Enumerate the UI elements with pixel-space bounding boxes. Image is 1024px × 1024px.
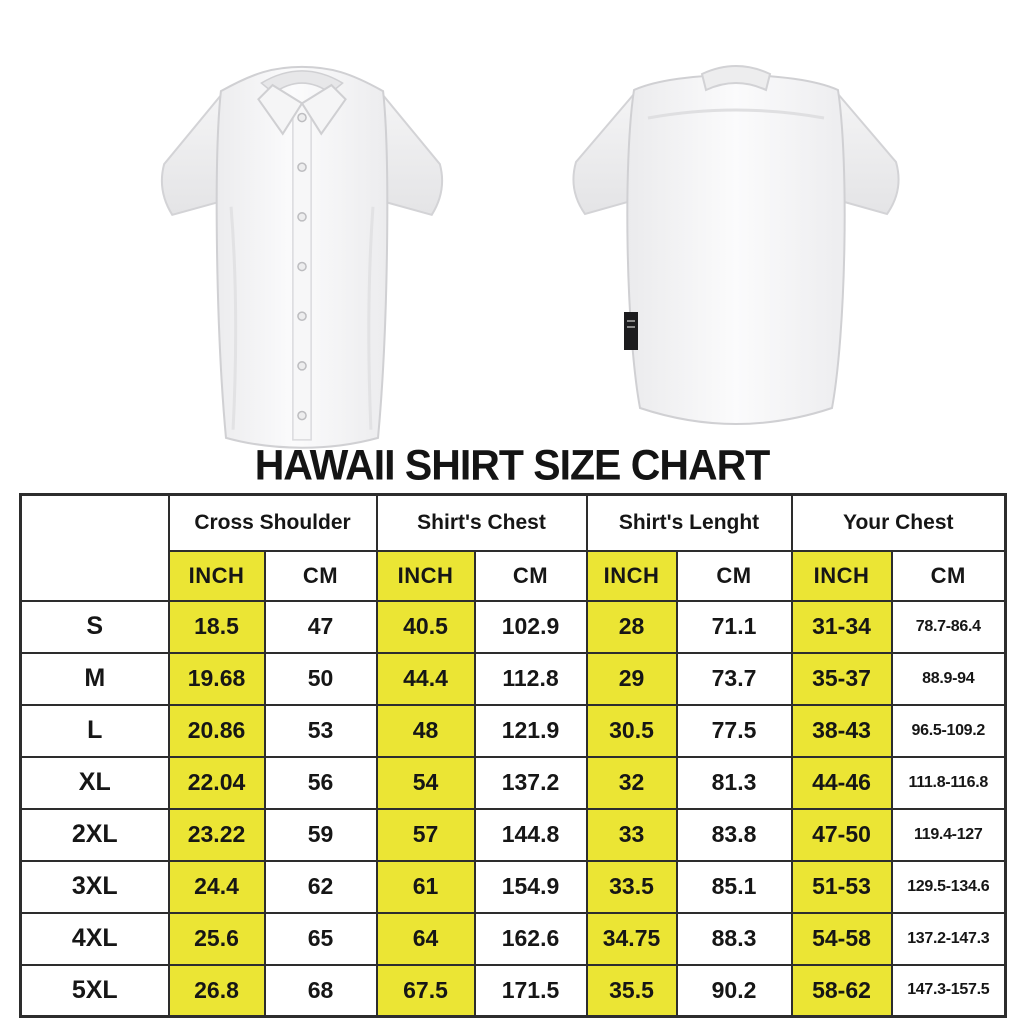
cell: 57 bbox=[377, 809, 475, 861]
cell: 96.5-109.2 bbox=[892, 705, 1006, 757]
page-title: HAWAII SHIRT SIZE CHART bbox=[254, 441, 770, 489]
cell: 54 bbox=[377, 757, 475, 809]
unit-header-cm: CM bbox=[475, 551, 587, 601]
cell: 162.6 bbox=[475, 913, 587, 965]
size-label: S bbox=[21, 601, 169, 653]
cell: 35-37 bbox=[792, 653, 892, 705]
unit-header-inch: INCH bbox=[587, 551, 677, 601]
cell: 137.2 bbox=[475, 757, 587, 809]
cell: 73.7 bbox=[677, 653, 792, 705]
cell: 53 bbox=[265, 705, 377, 757]
shirt-back-image bbox=[534, 12, 938, 442]
cell: 90.2 bbox=[677, 965, 792, 1017]
cell: 171.5 bbox=[475, 965, 587, 1017]
cell: 23.22 bbox=[169, 809, 265, 861]
unit-header-cm: CM bbox=[265, 551, 377, 601]
cell: 25.6 bbox=[169, 913, 265, 965]
cell: 58-62 bbox=[792, 965, 892, 1017]
unit-header-inch: INCH bbox=[377, 551, 475, 601]
cell: 102.9 bbox=[475, 601, 587, 653]
cell: 88.9-94 bbox=[892, 653, 1006, 705]
cell: 119.4-127 bbox=[892, 809, 1006, 861]
cell: 64 bbox=[377, 913, 475, 965]
cell: 24.4 bbox=[169, 861, 265, 913]
cell: 88.3 bbox=[677, 913, 792, 965]
cell: 40.5 bbox=[377, 601, 475, 653]
cell: 47 bbox=[265, 601, 377, 653]
cell: 44-46 bbox=[792, 757, 892, 809]
cell: 78.7-86.4 bbox=[892, 601, 1006, 653]
corner-cell bbox=[21, 495, 169, 601]
cell: 85.1 bbox=[677, 861, 792, 913]
cell: 30.5 bbox=[587, 705, 677, 757]
size-label: L bbox=[21, 705, 169, 757]
group-header-shirts-chest: Shirt's Chest bbox=[377, 495, 587, 551]
unit-header-inch: INCH bbox=[169, 551, 265, 601]
cell: 22.04 bbox=[169, 757, 265, 809]
cell: 28 bbox=[587, 601, 677, 653]
cell: 31-34 bbox=[792, 601, 892, 653]
cell: 61 bbox=[377, 861, 475, 913]
cell: 47-50 bbox=[792, 809, 892, 861]
cell: 54-58 bbox=[792, 913, 892, 965]
table-row-l bbox=[21, 705, 1006, 757]
shirt-front-image bbox=[118, 4, 486, 450]
cell: 33.5 bbox=[587, 861, 677, 913]
cell: 81.3 bbox=[677, 757, 792, 809]
cell: 48 bbox=[377, 705, 475, 757]
cell: 62 bbox=[265, 861, 377, 913]
size-label: 3XL bbox=[21, 861, 169, 913]
cell: 34.75 bbox=[587, 913, 677, 965]
unit-header-cm: CM bbox=[677, 551, 792, 601]
table-row-2xl bbox=[21, 809, 1006, 861]
cell: 38-43 bbox=[792, 705, 892, 757]
cell: 32 bbox=[587, 757, 677, 809]
table-row-xl bbox=[21, 757, 1006, 809]
group-header-cross-shoulder: Cross Shoulder bbox=[169, 495, 377, 551]
cell: 44.4 bbox=[377, 653, 475, 705]
table-row-3xl bbox=[21, 861, 1006, 913]
size-label: 4XL bbox=[21, 913, 169, 965]
cell: 29 bbox=[587, 653, 677, 705]
unit-header-cm: CM bbox=[892, 551, 1006, 601]
table-row-s bbox=[21, 601, 1006, 653]
group-header-your-chest: Your Chest bbox=[792, 495, 1006, 551]
cell: 20.86 bbox=[169, 705, 265, 757]
cell: 112.8 bbox=[475, 653, 587, 705]
cell: 50 bbox=[265, 653, 377, 705]
cell: 121.9 bbox=[475, 705, 587, 757]
cell: 68 bbox=[265, 965, 377, 1017]
size-label: 5XL bbox=[21, 965, 169, 1017]
cell: 137.2-147.3 bbox=[892, 913, 1006, 965]
cell: 51-53 bbox=[792, 861, 892, 913]
cell: 59 bbox=[265, 809, 377, 861]
cell: 18.5 bbox=[169, 601, 265, 653]
cell: 35.5 bbox=[587, 965, 677, 1017]
size-table bbox=[19, 493, 1007, 1018]
cell: 19.68 bbox=[169, 653, 265, 705]
cell: 154.9 bbox=[475, 861, 587, 913]
back-side-tag bbox=[624, 312, 638, 350]
cell: 83.8 bbox=[677, 809, 792, 861]
front-placket bbox=[293, 103, 311, 440]
table-row-4xl bbox=[21, 913, 1006, 965]
cell: 71.1 bbox=[677, 601, 792, 653]
size-label: M bbox=[21, 653, 169, 705]
cell: 67.5 bbox=[377, 965, 475, 1017]
cell: 111.8-116.8 bbox=[892, 757, 1006, 809]
cell: 147.3-157.5 bbox=[892, 965, 1006, 1017]
cell: 144.8 bbox=[475, 809, 587, 861]
unit-header-inch: INCH bbox=[792, 551, 892, 601]
cell: 77.5 bbox=[677, 705, 792, 757]
cell: 26.8 bbox=[169, 965, 265, 1017]
cell: 65 bbox=[265, 913, 377, 965]
size-label: 2XL bbox=[21, 809, 169, 861]
cell: 56 bbox=[265, 757, 377, 809]
cell: 33 bbox=[587, 809, 677, 861]
table-row-5xl bbox=[21, 965, 1006, 1017]
back-body bbox=[627, 75, 844, 424]
table-row-m bbox=[21, 653, 1006, 705]
group-header-shirts-length: Shirt's Lenght bbox=[587, 495, 792, 551]
size-label: XL bbox=[21, 757, 169, 809]
cell: 129.5-134.6 bbox=[892, 861, 1006, 913]
